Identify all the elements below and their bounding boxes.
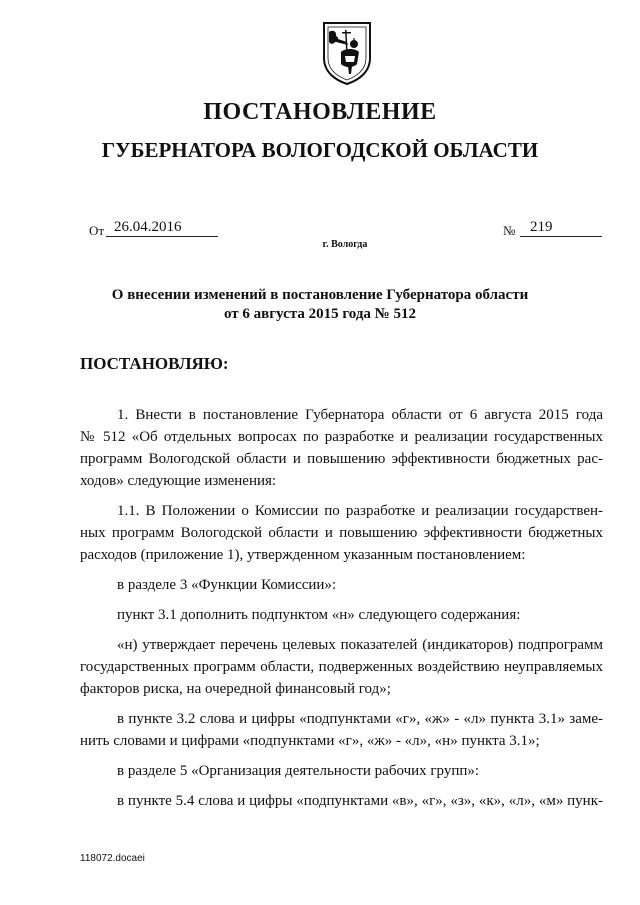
- text-line: государственных программ области, подверженных воздействию неуправляемых: [80, 659, 603, 675]
- text-line: в пункте 3.2 слова и цифры «подпунктами «г», «ж» - «л» пункта 3.1» заме-: [117, 711, 603, 727]
- text-line: «н) утверждает перечень целевых показателей (индикаторов) подпрограмм: [117, 637, 603, 653]
- document-date: 26.04.2016: [106, 219, 218, 237]
- paragraph-6: [80, 708, 603, 752]
- paragraph-8: [80, 790, 603, 812]
- text-line: нить словами и цифрами «подпунктами «г», «ж» - «л», «н» пункта 3.1»;: [80, 733, 540, 749]
- text-line: 1. Внести в постановление Губернатора области от 6 августа 2015 года: [117, 407, 603, 423]
- paragraph-7: [80, 760, 603, 782]
- paragraph-5: [80, 634, 603, 700]
- number-label: №: [503, 223, 516, 238]
- paragraph-1: [80, 404, 603, 492]
- date-label: От: [89, 223, 105, 238]
- paragraph-2: [80, 500, 603, 566]
- issuing-authority-title: ГУБЕРНАТОРА ВОЛОГОДСКОЙ ОБЛАСТИ: [101, 138, 539, 162]
- text-line: в разделе 3 «Функции Комиссии»:: [117, 577, 337, 593]
- text-line: в пункте 5.4 слова и цифры «подпунктами «в», «г», «з», «к», «л», «м» пунк-: [117, 793, 603, 809]
- document-body: [80, 404, 603, 820]
- document-number: 219: [520, 219, 602, 237]
- document-type-title: ПОСТАНОВЛЕНИЕ: [203, 99, 437, 125]
- text-line: 1.1. В Положении о Комиссии по разработке и реализации государствен-: [117, 503, 603, 519]
- text-line: факторов риска, на очередной финансовый год»;: [80, 681, 391, 697]
- coat-of-arms-emblem: [321, 20, 373, 86]
- subject-line-1: О внесении изменений в постановление Губернатора области: [111, 287, 529, 303]
- paragraph-3: [80, 574, 603, 596]
- file-name-footer: 118072.docaei: [80, 853, 145, 864]
- subject-line-2: от 6 августа 2015 года № 512: [224, 306, 416, 322]
- text-line: ных программ Вологодской области и повышению эффективности бюджетных: [80, 525, 603, 541]
- text-line: расходов (приложение 1), утвержденном указанным постановлением:: [80, 547, 526, 563]
- text-line: программ Вологодской области и повышению эффективности бюджетных рас-: [80, 451, 603, 467]
- paragraph-4: [80, 604, 603, 626]
- city-name: г. Вологда: [322, 239, 368, 250]
- text-line: ходов» следующие изменения:: [80, 473, 277, 489]
- text-line: пункт 3.1 дополнить подпунктом «н» следующего содержания:: [117, 607, 521, 623]
- decree-heading: ПОСТАНОВЛЯЮ:: [80, 354, 229, 373]
- text-line: № 512 «Об отдельных вопросах по разработке и реализации государственных: [80, 429, 603, 445]
- text-line: в разделе 5 «Организация деятельности рабочих групп»:: [117, 763, 480, 779]
